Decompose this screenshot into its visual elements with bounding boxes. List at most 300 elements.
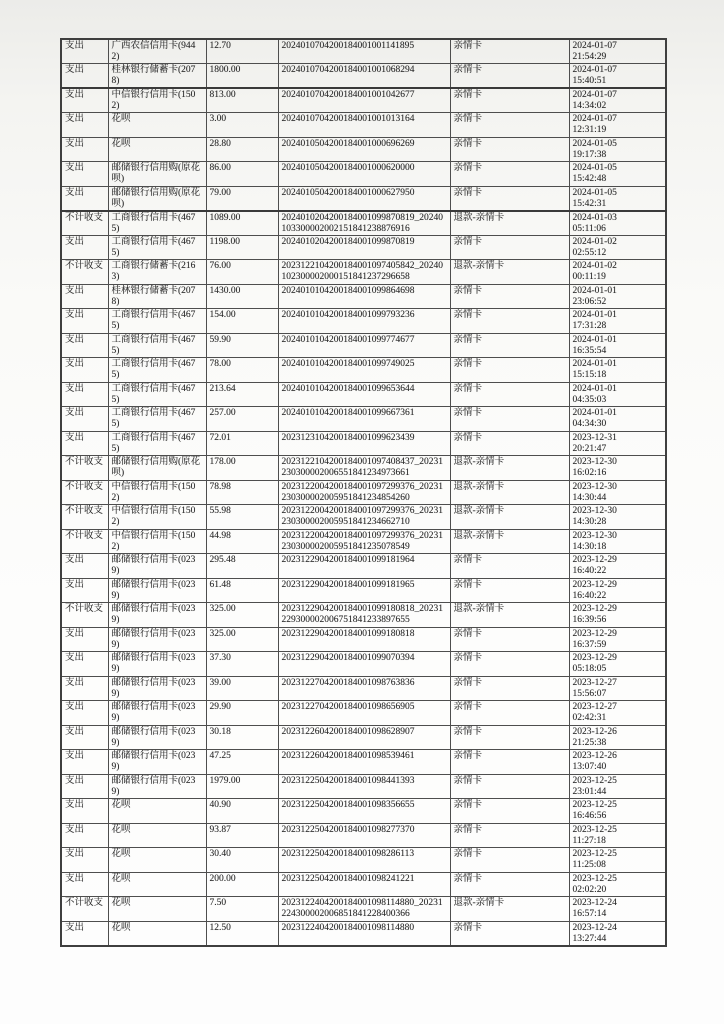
txn-order-id-cell: 2023122904200184001099181965 [278,578,450,603]
txn-account-cell: 广西农信信用卡(9442) [108,39,206,64]
txn-amount-cell: 257.00 [206,407,278,432]
txn-account-cell: 邮储银行信用购(原花呗) [108,162,206,187]
txn-date: 2023-12-29 [572,579,617,590]
transaction-row [61,211,666,236]
txn-amount-cell: 78.00 [206,358,278,383]
transaction-row [61,921,666,946]
txn-account-cell: 邮储银行信用卡(0239) [108,774,206,799]
txn-datetime-cell [569,823,666,848]
txn-datetime-cell [569,578,666,603]
txn-type-cell: 支出 [61,137,108,162]
transaction-row [61,64,666,89]
txn-date: 2023-12-27 [572,702,617,712]
txn-amount-cell: 295.48 [206,554,278,579]
txn-account-cell: 花呗 [108,823,206,848]
txn-type-cell: 支出 [61,88,108,113]
txn-card-type-cell: 亲情卡 [450,333,569,358]
txn-amount-cell: 154.00 [206,309,278,334]
txn-datetime-cell [569,872,666,897]
txn-account-cell: 花呗 [108,113,206,138]
transaction-row [61,407,666,432]
txn-date: 2024-01-01 [572,408,617,418]
txn-date: 2024-01-07 [572,114,617,124]
txn-date: 2024-01-03 [572,212,617,223]
txn-card-type-cell: 亲情卡 [450,113,569,138]
txn-order-id-cell: 2023122504200184001098277370 [278,823,450,848]
txn-datetime-cell [569,774,666,799]
txn-datetime-cell [569,39,666,64]
txn-order-id-cell: 2024010504200184001000627950 [278,186,450,211]
transaction-row [61,603,666,628]
txn-date: 2023-12-25 [572,824,617,835]
txn-amount-cell: 3.00 [206,113,278,138]
txn-type-cell: 支出 [61,309,108,334]
transaction-row [61,284,666,309]
txn-order-id-cell: 2024010704200184001001141895 [278,39,450,64]
txn-amount-cell: 30.40 [206,848,278,873]
txn-time: 21:54:29 [572,52,607,62]
txn-card-type-cell: 亲情卡 [450,676,569,701]
txn-order-id-cell: 2023122904200184001099181964 [278,554,450,579]
txn-order-id-cell: 2023122604200184001098628907 [278,725,450,750]
txn-card-type-cell: 亲情卡 [450,162,569,187]
txn-card-type-cell: 亲情卡 [450,652,569,677]
txn-datetime-cell [569,529,666,554]
txn-date: 2024-01-01 [572,359,617,369]
txn-date: 2024-01-01 [572,383,617,394]
txn-date: 2024-01-01 [572,285,617,296]
txn-card-type-cell: 亲情卡 [450,701,569,726]
txn-time: 11:25:08 [572,860,606,870]
txn-time: 15:42:48 [572,174,607,184]
transaction-row [61,505,666,530]
transaction-row [61,333,666,358]
transaction-row [61,627,666,652]
txn-amount-cell: 30.18 [206,725,278,750]
txn-date: 2023-12-29 [572,604,617,614]
transaction-row [61,529,666,554]
txn-amount-cell: 40.90 [206,799,278,824]
txn-amount-cell: 78.98 [206,480,278,505]
txn-card-type-cell: 亲情卡 [450,235,569,260]
txn-type-cell: 支出 [61,652,108,677]
txn-date: 2023-12-25 [572,800,617,810]
txn-datetime-cell [569,113,666,138]
txn-type-cell: 不计收支 [61,260,108,285]
txn-datetime-cell [569,921,666,946]
txn-card-type-cell: 亲情卡 [450,872,569,897]
transaction-row [61,235,666,260]
transactions-table [60,38,667,947]
txn-date: 2024-01-02 [572,236,617,247]
txn-amount-cell: 1198.00 [206,235,278,260]
txn-type-cell: 支出 [61,823,108,848]
txn-amount-cell: 12.70 [206,39,278,64]
txn-type-cell: 支出 [61,113,108,138]
txn-datetime-cell [569,309,666,334]
txn-order-id-cell: 2024010704200184001001013164 [278,113,450,138]
txn-type-cell: 支出 [61,725,108,750]
txn-card-type-cell: 亲情卡 [450,774,569,799]
txn-time: 14:30:28 [572,517,607,527]
txn-datetime-cell [569,627,666,652]
txn-card-type-cell: 退款-亲情卡 [450,505,569,530]
txn-time: 23:06:52 [572,296,607,307]
txn-datetime-cell [569,235,666,260]
txn-time: 14:30:44 [572,492,607,503]
txn-type-cell: 支出 [61,627,108,652]
txn-time: 17:31:28 [572,321,607,331]
txn-type-cell: 支出 [61,848,108,873]
txn-amount-cell: 76.00 [206,260,278,285]
transaction-row [61,774,666,799]
txn-date: 2024-01-05 [572,138,617,149]
txn-datetime-cell [569,211,666,236]
txn-card-type-cell: 退款-亲情卡 [450,260,569,285]
txn-time: 16:57:14 [572,909,607,919]
txn-time: 15:56:07 [572,688,607,699]
transaction-row [61,309,666,334]
txn-amount-cell: 39.00 [206,676,278,701]
txn-card-type-cell: 亲情卡 [450,750,569,775]
txn-amount-cell: 55.98 [206,505,278,530]
txn-order-id-cell: 2023122404200184001098114880 [278,921,450,946]
txn-account-cell: 花呗 [108,799,206,824]
txn-datetime-cell [569,407,666,432]
txn-account-cell: 邮储银行信用卡(0239) [108,603,206,628]
txn-type-cell: 支出 [61,186,108,211]
txn-datetime-cell [569,137,666,162]
txn-date: 2023-12-30 [572,481,617,492]
txn-date: 2023-12-24 [572,898,617,908]
txn-account-cell: 工商银行信用卡(4675) [108,211,206,236]
txn-account-cell: 邮储银行信用卡(0239) [108,750,206,775]
txn-amount-cell: 86.00 [206,162,278,187]
transaction-row [61,358,666,383]
txn-card-type-cell: 退款-亲情卡 [450,529,569,554]
txn-datetime-cell [569,480,666,505]
txn-order-id-cell: 2024010104200184001099864698 [278,284,450,309]
txn-datetime-cell [569,505,666,530]
txn-amount-cell: 93.87 [206,823,278,848]
txn-card-type-cell: 退款-亲情卡 [450,897,569,922]
txn-time: 14:34:02 [572,101,607,111]
txn-order-id-cell: 2024010204200184001099870819 [278,235,450,260]
txn-card-type-cell: 亲情卡 [450,431,569,456]
txn-order-id-cell: 2023122504200184001098286113 [278,848,450,873]
txn-amount-cell: 29.90 [206,701,278,726]
txn-date: 2023-12-29 [572,653,617,663]
txn-order-id-cell: 2024010504200184001000696269 [278,137,450,162]
txn-account-cell: 工商银行信用卡(4675) [108,358,206,383]
txn-order-id-cell: 2023122404200184001098114880_20231224300002006851841228400366 [278,897,450,922]
txn-type-cell: 支出 [61,64,108,89]
txn-account-cell: 花呗 [108,137,206,162]
txn-card-type-cell: 退款-亲情卡 [450,456,569,481]
txn-amount-cell: 72.01 [206,431,278,456]
txn-card-type-cell: 亲情卡 [450,186,569,211]
txn-order-id-cell: 2024010104200184001099774677 [278,333,450,358]
txn-amount-cell: 28.80 [206,137,278,162]
txn-type-cell: 支出 [61,162,108,187]
txn-amount-cell: 44.98 [206,529,278,554]
txn-time: 05:11:06 [572,223,606,234]
transaction-row [61,652,666,677]
txn-order-id-cell: 2024010504200184001000620000 [278,162,450,187]
txn-type-cell: 支出 [61,799,108,824]
txn-amount-cell: 37.30 [206,652,278,677]
txn-datetime-cell [569,358,666,383]
txn-card-type-cell: 亲情卡 [450,921,569,946]
txn-type-cell: 支出 [61,774,108,799]
transaction-row [61,260,666,285]
txn-card-type-cell: 亲情卡 [450,358,569,383]
txn-amount-cell: 213.64 [206,382,278,407]
txn-order-id-cell: 2023122504200184001098441393 [278,774,450,799]
txn-amount-cell: 1089.00 [206,211,278,236]
txn-date: 2024-01-02 [572,261,617,271]
txn-order-id-cell: 2024010104200184001099667361 [278,407,450,432]
txn-account-cell: 桂林银行储蓄卡(2078) [108,284,206,309]
txn-date: 2024-01-01 [572,334,617,345]
txn-datetime-cell [569,162,666,187]
txn-card-type-cell: 退款-亲情卡 [450,480,569,505]
txn-time: 16:02:16 [572,468,607,478]
txn-type-cell: 不计收支 [61,211,108,236]
txn-card-type-cell: 亲情卡 [450,554,569,579]
txn-date: 2023-12-30 [572,457,617,467]
txn-date: 2023-12-29 [572,555,617,565]
txn-time: 16:37:59 [572,639,607,650]
txn-type-cell: 不计收支 [61,897,108,922]
txn-type-cell: 支出 [61,921,108,946]
txn-order-id-cell: 2023122104200184001097408437_20231230300002006551841234973661 [278,456,450,481]
txn-order-id-cell: 2023122004200184001097299376_20231230300002005951841234854260 [278,480,450,505]
txn-amount-cell: 1430.00 [206,284,278,309]
txn-account-cell: 工商银行信用卡(4675) [108,382,206,407]
txn-card-type-cell: 亲情卡 [450,64,569,89]
txn-date: 2024-01-05 [572,187,617,198]
txn-date: 2024-01-01 [572,310,617,320]
txn-card-type-cell: 退款-亲情卡 [450,603,569,628]
transaction-row [61,382,666,407]
txn-type-cell: 支出 [61,872,108,897]
txn-date: 2023-12-29 [572,628,617,639]
txn-account-cell: 邮储银行信用卡(0239) [108,676,206,701]
txn-card-type-cell: 亲情卡 [450,284,569,309]
txn-account-cell: 中信银行信用卡(1502) [108,88,206,113]
txn-card-type-cell: 亲情卡 [450,848,569,873]
txn-type-cell: 支出 [61,554,108,579]
txn-type-cell: 支出 [61,235,108,260]
txn-time: 12:31:19 [572,125,607,135]
txn-order-id-cell: 2023122504200184001098241221 [278,872,450,897]
txn-time: 15:15:18 [572,370,607,380]
txn-order-id-cell: 2023122904200184001099180818 [278,627,450,652]
transaction-row [61,799,666,824]
txn-account-cell: 邮储银行信用购(原花呗) [108,186,206,211]
txn-type-cell: 不计收支 [61,505,108,530]
txn-amount-cell: 12.50 [206,921,278,946]
transaction-row [61,554,666,579]
transaction-row [61,676,666,701]
txn-datetime-cell [569,431,666,456]
txn-card-type-cell: 退款-亲情卡 [450,211,569,236]
txn-datetime-cell [569,725,666,750]
txn-date: 2023-12-25 [572,849,617,859]
txn-time: 05:18:05 [572,664,607,674]
txn-type-cell: 支出 [61,284,108,309]
txn-time: 02:55:12 [572,247,607,258]
txn-account-cell: 工商银行信用卡(4675) [108,309,206,334]
txn-order-id-cell: 2023122504200184001098356655 [278,799,450,824]
txn-datetime-cell [569,799,666,824]
txn-date: 2023-12-26 [572,726,617,737]
txn-card-type-cell: 亲情卡 [450,382,569,407]
txn-time: 16:35:54 [572,345,607,356]
transaction-row [61,162,666,187]
txn-order-id-cell: 2023122004200184001097299376_20231230300002005951841234662710 [278,505,450,530]
txn-time: 15:42:31 [572,198,607,209]
transaction-row [61,725,666,750]
txn-date: 2023-12-30 [572,506,617,516]
txn-amount-cell: 325.00 [206,627,278,652]
txn-time: 16:46:56 [572,811,607,821]
txn-card-type-cell: 亲情卡 [450,799,569,824]
transaction-row [61,431,666,456]
txn-type-cell: 不计收支 [61,529,108,554]
txn-type-cell: 不计收支 [61,603,108,628]
txn-account-cell: 邮储银行信用卡(0239) [108,627,206,652]
txn-account-cell: 工商银行信用卡(4675) [108,431,206,456]
txn-datetime-cell [569,554,666,579]
transaction-row [61,480,666,505]
transaction-row [61,137,666,162]
txn-order-id-cell: 2023122904200184001099180818_20231229300002006751841233897655 [278,603,450,628]
txn-datetime-cell [569,848,666,873]
txn-type-cell: 支出 [61,39,108,64]
txn-time: 15:40:51 [572,76,607,86]
txn-time: 16:40:22 [572,566,607,576]
txn-order-id-cell: 2023122904200184001099070394 [278,652,450,677]
transaction-row [61,88,666,113]
txn-account-cell: 邮储银行信用购(原花呗) [108,456,206,481]
txn-type-cell: 支出 [61,358,108,383]
txn-card-type-cell: 亲情卡 [450,823,569,848]
txn-card-type-cell: 亲情卡 [450,627,569,652]
txn-time: 16:39:56 [572,615,607,625]
txn-card-type-cell: 亲情卡 [450,309,569,334]
txn-order-id-cell: 2023122004200184001097299376_20231230300002005951841235078549 [278,529,450,554]
transaction-row [61,872,666,897]
txn-type-cell: 不计收支 [61,456,108,481]
txn-datetime-cell [569,186,666,211]
txn-type-cell: 支出 [61,333,108,358]
txn-order-id-cell: 2024010104200184001099653644 [278,382,450,407]
txn-date: 2024-01-05 [572,163,617,173]
transaction-row [61,578,666,603]
txn-order-id-cell: 2024010704200184001001068294 [278,64,450,89]
txn-date: 2023-12-25 [572,873,617,884]
txn-datetime-cell [569,701,666,726]
txn-account-cell: 工商银行信用卡(4675) [108,235,206,260]
txn-time: 11:27:18 [572,835,606,846]
txn-datetime-cell [569,64,666,89]
txn-account-cell: 工商银行信用卡(4675) [108,407,206,432]
txn-time: 19:17:38 [572,149,607,160]
txn-order-id-cell: 2024010104200184001099749025 [278,358,450,383]
txn-date: 2023-12-31 [572,432,617,443]
txn-account-cell: 邮储银行信用卡(0239) [108,701,206,726]
txn-time: 00:11:19 [572,272,606,282]
txn-amount-cell: 1979.00 [206,774,278,799]
txn-order-id-cell: 2023122604200184001098539461 [278,750,450,775]
txn-account-cell: 邮储银行信用卡(0239) [108,578,206,603]
txn-account-cell: 花呗 [108,872,206,897]
txn-account-cell: 中信银行信用卡(1502) [108,529,206,554]
txn-datetime-cell [569,88,666,113]
txn-date: 2023-12-26 [572,751,617,761]
txn-account-cell: 邮储银行信用卡(0239) [108,725,206,750]
txn-time: 04:35:03 [572,394,607,405]
transaction-row [61,39,666,64]
transaction-row [61,456,666,481]
txn-datetime-cell [569,603,666,628]
txn-date: 2024-01-07 [572,90,617,100]
txn-date: 2023-12-30 [572,530,617,541]
txn-order-id-cell: 2024010204200184001099870819_20240103300002002151841238876916 [278,211,450,236]
txn-amount-cell: 79.00 [206,186,278,211]
txn-time: 23:01:44 [572,786,607,797]
txn-time: 13:07:40 [572,762,607,772]
txn-datetime-cell [569,676,666,701]
txn-datetime-cell [569,333,666,358]
txn-type-cell: 支出 [61,750,108,775]
txn-card-type-cell: 亲情卡 [450,407,569,432]
txn-amount-cell: 47.25 [206,750,278,775]
txn-datetime-cell [569,382,666,407]
transaction-row [61,848,666,873]
txn-account-cell: 花呗 [108,848,206,873]
txn-card-type-cell: 亲情卡 [450,88,569,113]
txn-datetime-cell [569,897,666,922]
txn-card-type-cell: 亲情卡 [450,137,569,162]
txn-amount-cell: 1800.00 [206,64,278,89]
txn-account-cell: 中信银行信用卡(1502) [108,505,206,530]
transaction-row [61,186,666,211]
txn-date: 2023-12-27 [572,677,617,688]
txn-type-cell: 支出 [61,578,108,603]
txn-time: 02:42:31 [572,713,607,723]
txn-account-cell: 中信银行信用卡(1502) [108,480,206,505]
txn-time: 04:34:30 [572,419,607,429]
txn-order-id-cell: 2024010104200184001099793236 [278,309,450,334]
txn-account-cell: 花呗 [108,921,206,946]
txn-account-cell: 邮储银行信用卡(0239) [108,554,206,579]
txn-order-id-cell: 2023122704200184001098656905 [278,701,450,726]
txn-type-cell: 支出 [61,407,108,432]
transaction-row [61,897,666,922]
txn-amount-cell: 325.00 [206,603,278,628]
txn-datetime-cell [569,652,666,677]
txn-type-cell: 支出 [61,676,108,701]
txn-amount-cell: 61.48 [206,578,278,603]
txn-time: 16:40:22 [572,590,607,601]
txn-date: 2024-01-07 [572,65,617,75]
txn-card-type-cell: 亲情卡 [450,39,569,64]
txn-order-id-cell: 2023122104200184001097405842_20240102300002000151841237296658 [278,260,450,285]
txn-amount-cell: 7.50 [206,897,278,922]
